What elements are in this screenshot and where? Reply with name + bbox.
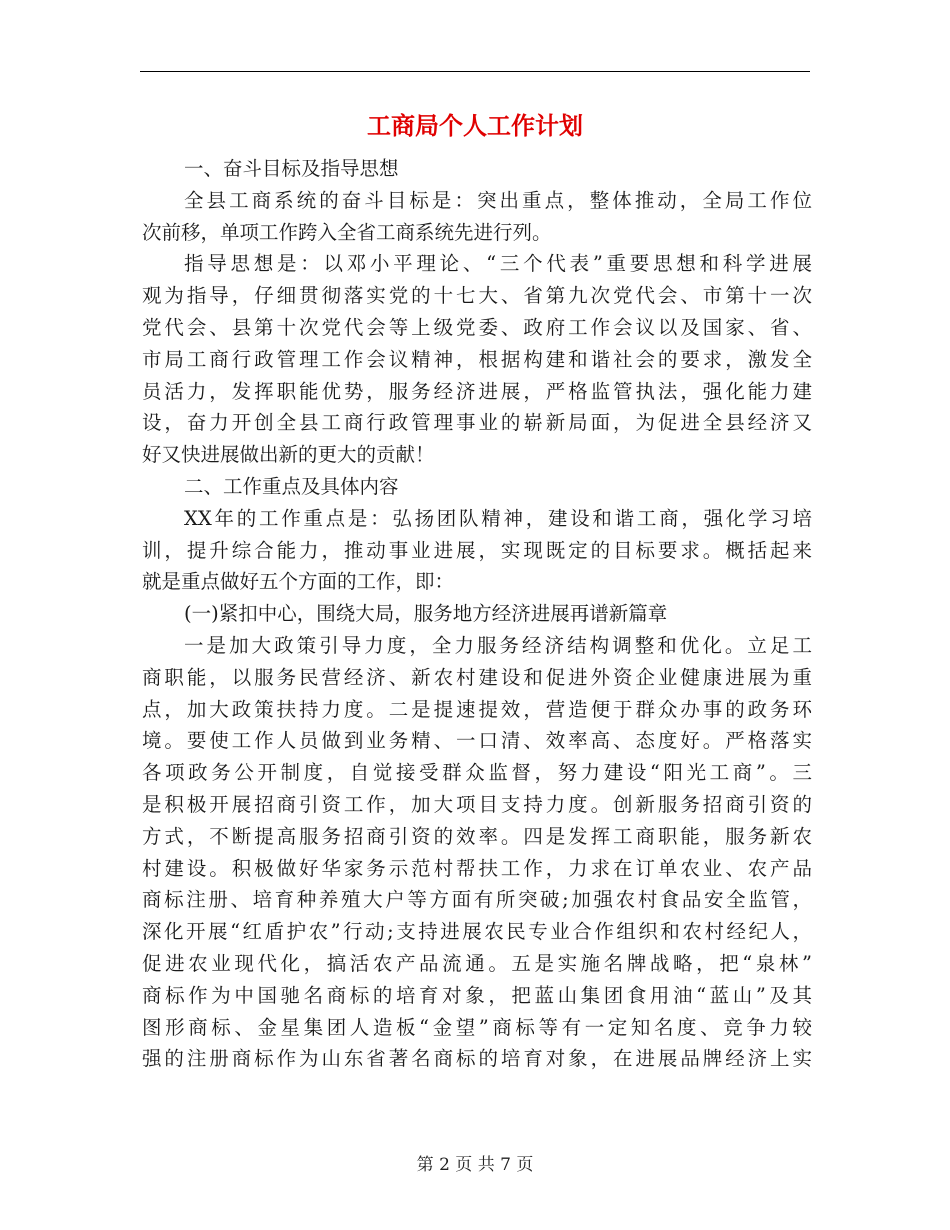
text-line: 市局工商行政管理工作会议精神，根据构建和谐社会的要求，激发全	[142, 347, 812, 371]
text-line: 设，奋力开创全县工商行政管理事业的崭新局面，为促进全县经济又	[142, 411, 812, 435]
text-line: 方式，不断提高服务招商引资的效率。四是发挥工商职能，服务新农	[142, 824, 812, 848]
text-line: 训，提升综合能力，推动事业进展，实现既定的目标要求。概括起来	[142, 538, 812, 562]
text-line: 深化开展“红盾护农”行动;支持进展农民专业合作组织和农村经纪人，	[142, 920, 812, 944]
text-line: 是积极开展招商引资工作，加大项目支持力度。创新服务招商引资的	[142, 792, 812, 816]
text-line: 全县工商系统的奋斗目标是：突出重点，整体推动，全局工作位	[184, 188, 812, 212]
text-line: 党代会、县第十次党代会等上级党委、政府工作会议以及国家、省、	[142, 315, 812, 339]
text-line: 商标作为中国驰名商标的培育对象，把蓝山集团食用油“蓝山”及其	[142, 983, 812, 1007]
text-line: 商职能，以服务民营经济、新农村建设和促进外资企业健康进展为重	[142, 665, 812, 689]
page-footer: 第 2 页 共 7 页	[416, 1155, 534, 1175]
text-line: 村建设。积极做好华家务示范村帮扶工作，力求在订单农业、农产品	[142, 856, 812, 880]
header-rule	[140, 71, 810, 72]
text-line: 图形商标、金星集团人造板“金望”商标等有一定知名度、竞争力较	[142, 1015, 812, 1039]
text-line: 商标注册、培育种养殖大户等方面有所突破;加强农村食品安全监管，	[142, 888, 812, 912]
text-line: 点，加大政策扶持力度。二是提速提效，营造便于群众办事的政务环	[142, 697, 812, 721]
text-line: (一)紧扣中心，围绕大局，服务地方经济进展再谱新篇章	[184, 602, 668, 626]
text-line: 就是重点做好五个方面的工作，即：	[142, 570, 455, 594]
text-line: 促进农业现代化，搞活农产品流通。五是实施名牌战略，把“泉林”	[142, 951, 812, 975]
text-line: 一是加大政策引导力度，全力服务经济结构调整和优化。立足工	[184, 633, 812, 657]
text-line: 二、工作重点及具体内容	[184, 474, 399, 498]
text-line: 观为指导，仔细贯彻落实党的十七大、省第九次党代会、市第十一次	[142, 284, 812, 308]
document-body	[142, 153, 812, 1075]
text-line: 各项政务公开制度，自觉接受群众监督，努力建设“阳光工商”。三	[142, 761, 812, 785]
text-line: 员活力，发挥职能优势，服务经济进展，严格监管执法，强化能力建	[142, 379, 812, 403]
text-line: XX年的工作重点是：弘扬团队精神，建设和谐工商，强化学习培	[184, 506, 812, 530]
document-title: 工商局个人工作计划	[367, 112, 583, 140]
text-line: 境。要使工作人员做到业务精、一口清、效率高、态度好。严格落实	[142, 729, 812, 753]
text-line: 强的注册商标作为山东省著名商标的培育对象，在进展品牌经济上实	[142, 1047, 812, 1071]
text-line: 次前移，单项工作跨入全省工商系统先进行列。	[142, 220, 552, 244]
text-line: 指导思想是：以邓小平理论、“三个代表”重要思想和科学进展	[184, 252, 812, 276]
text-line: 好又快进展做出新的更大的贡献！	[142, 443, 435, 467]
text-line: 一、奋斗目标及指导思想	[184, 157, 399, 180]
